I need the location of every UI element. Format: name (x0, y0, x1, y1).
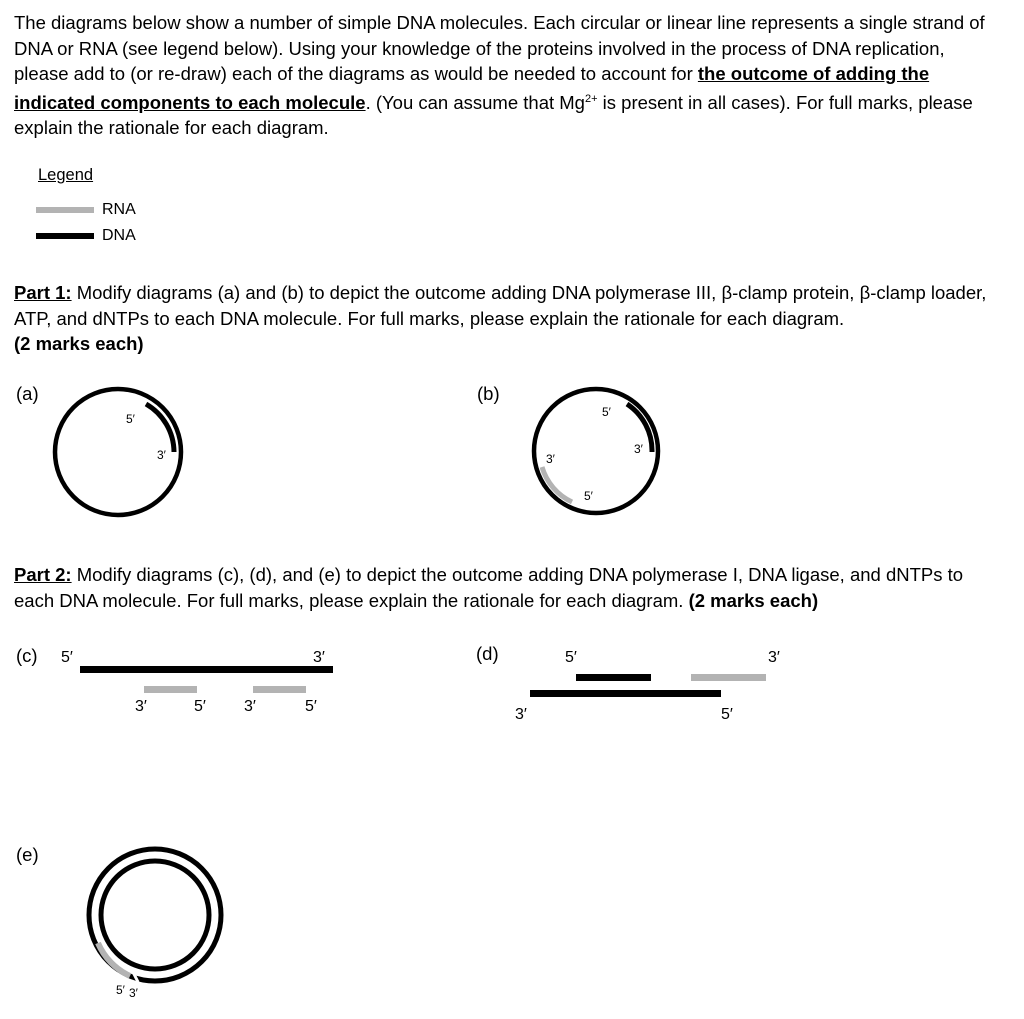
diagram-b-five-prime-top: 5′ (602, 405, 611, 419)
diagram-a-five-prime: 5′ (126, 412, 135, 426)
diagram-b-three-prime-left: 3′ (546, 452, 555, 466)
diagram-d-five-prime-bottom: 5′ (721, 706, 733, 723)
legend-title: Legend (38, 166, 94, 184)
diagram-d-label: (d) (476, 643, 499, 664)
part1-body: Modify diagrams (a) and (b) to depict the outcome adding DNA polymerase III, β-clamp protein, β-clamp loader, ATP, and dNTPs to each DNA molecule. For full marks, please explain the rationale for each diagram. (14, 282, 987, 329)
diagram-d-three-prime-bottom: 3′ (515, 706, 527, 723)
diagram-b-label: (b) (477, 383, 500, 404)
part2-marks: (2 marks each) (688, 589, 819, 611)
part2-body: Modify diagrams (c), (d), and (e) to depict the outcome adding DNA polymerase I, DNA ligase, and dNTPs to each DNA molecule. For full marks, please explain the rationale for each diagram. (14, 564, 964, 611)
diagram-d-rna-primer (691, 674, 766, 681)
diagram-c-fragment2-three-prime: 3′ (244, 698, 256, 715)
diagram-a-three-prime: 3′ (157, 448, 166, 462)
diagram-e-five-prime: 5′ (116, 983, 125, 997)
diagram-d-dna-template (530, 690, 721, 697)
diagram-d-five-prime-top: 5′ (565, 649, 577, 666)
intro-text-3: is present in all cases). For full marks, please explain the rationale for each diagram. (14, 91, 973, 139)
diagram-c-rna-primer-2 (253, 686, 306, 693)
diagram-a-label: (a) (16, 383, 39, 404)
diagram-e-label: (e) (16, 844, 39, 865)
intro-text-2: . (You can assume that Mg (365, 91, 585, 113)
diagram-c-dna-strand (80, 666, 333, 673)
diagram-c-five-prime-top: 5′ (61, 649, 73, 666)
diagram-e-three-prime: 3′ (129, 986, 138, 1000)
diagram-c-fragment1-five-prime: 5′ (194, 698, 206, 715)
diagram-a-dna-primer (146, 404, 174, 452)
diagram-e-dna-inner-circle (101, 861, 209, 969)
intro-emphasis: the outcome of adding the indicated components to each molecule (14, 63, 930, 113)
diagram-c-rna-primer-1 (144, 686, 197, 693)
diagram-c-three-prime-top: 3′ (313, 649, 325, 666)
diagram-d-three-prime-top: 3′ (768, 649, 780, 666)
intro-text-1: The diagrams below show a number of simple DNA molecules. Each circular or linear line represents a single strand of DNA or RNA (see legend below). Using your knowledge of the proteins involved in the process of DNA replication, please add to (or re-draw) each of the diagrams as would be needed to account for (14, 12, 985, 84)
diagram-b-five-prime-bottom: 5′ (584, 489, 593, 503)
legend-label-dna: DNA (102, 227, 136, 244)
diagram-c-fragment1-three-prime: 3′ (135, 698, 147, 715)
diagram-b-three-prime-top: 3′ (634, 442, 643, 456)
intro-superscript: 2+ (584, 92, 598, 105)
part2-heading: Part 2: (14, 564, 72, 585)
part1-marks: (2 marks each) (14, 333, 144, 354)
part1-heading: Part 1: (14, 282, 72, 303)
diagram-c-fragment2-five-prime: 5′ (305, 698, 317, 715)
diagram-c-label: (c) (16, 645, 38, 666)
legend-label-rna: RNA (102, 201, 136, 218)
diagram-d-dna-fragment (576, 674, 651, 681)
